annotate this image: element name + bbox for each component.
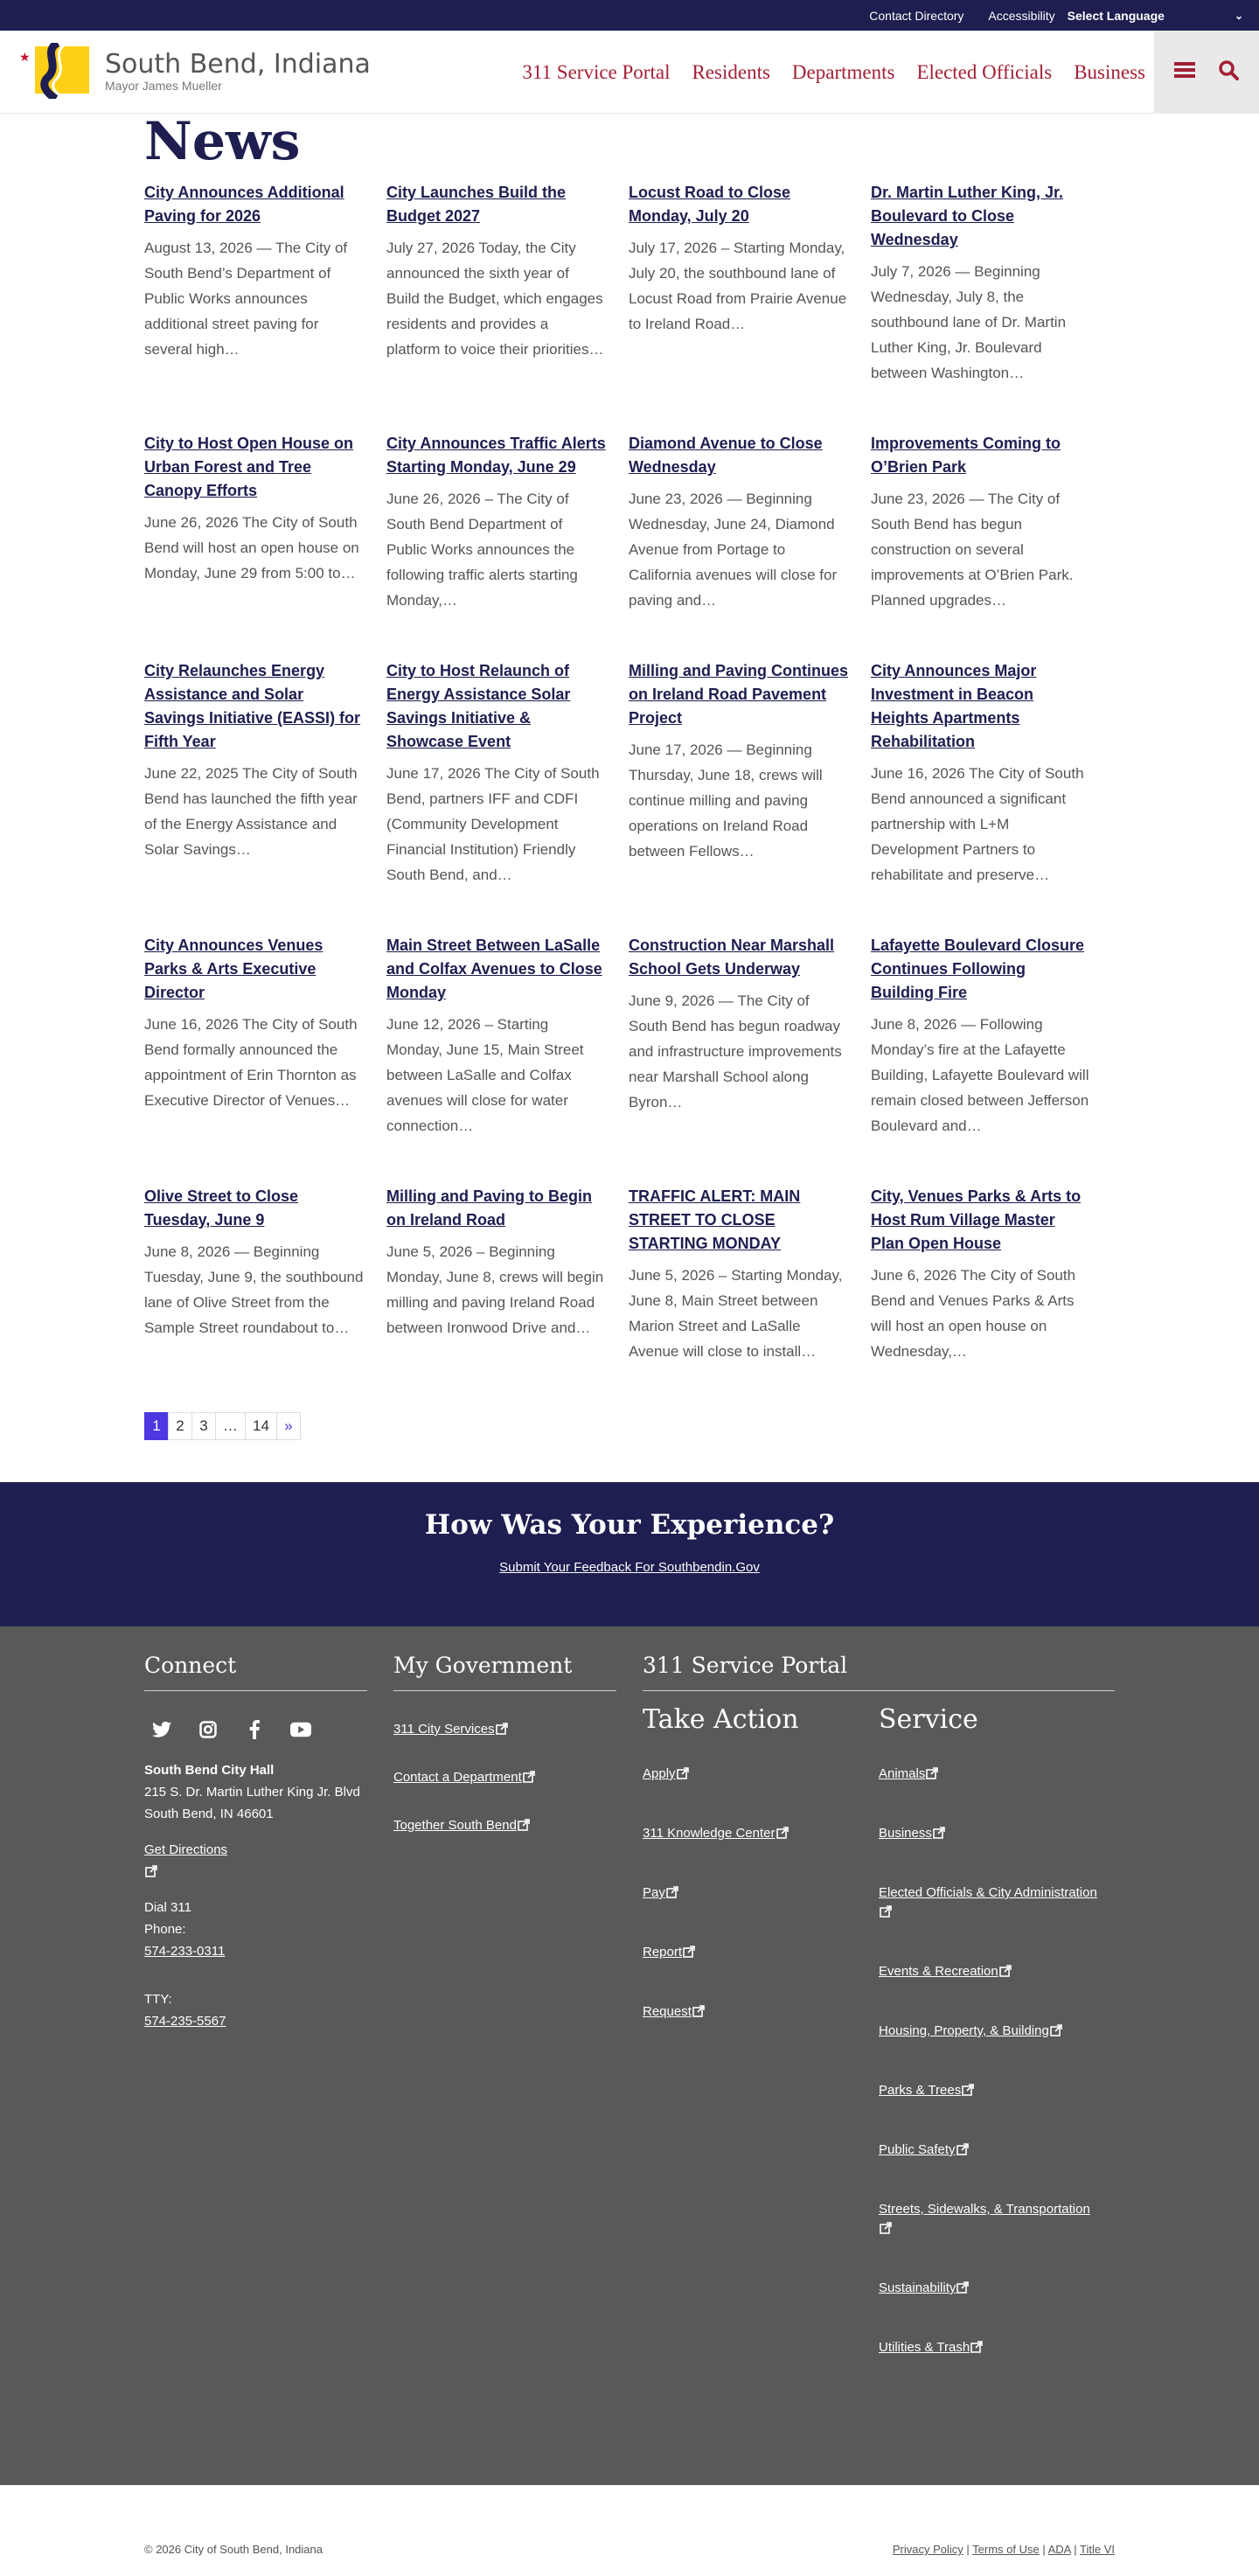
external-link-icon xyxy=(518,1819,530,1831)
service-label: Events & Recreation xyxy=(879,1964,998,1979)
news-card xyxy=(386,934,629,1138)
external-link-icon xyxy=(956,2281,969,2294)
news-excerpt: June 12, 2026 – Starting Monday, June 15, Main Street between LaSalle and Colfax avenues will close for water connection… xyxy=(386,1016,584,1134)
news-title-link[interactable]: Olive Street to Close Tuesday, June 9 xyxy=(144,1187,299,1229)
news-title-link[interactable]: City Announces Venues Parks & Arts Executive Director xyxy=(144,936,323,1001)
title-vi-link[interactable]: Title VI xyxy=(1080,2543,1115,2556)
gov-label: Contact a Department xyxy=(393,1770,522,1785)
footer-311-portal xyxy=(643,1653,1115,2398)
service-link[interactable] xyxy=(879,2022,1115,2041)
service-link[interactable] xyxy=(879,2338,1115,2357)
dial-311: Dial 311 xyxy=(144,1900,191,1915)
privacy-policy-link[interactable]: Privacy Policy xyxy=(892,2543,963,2556)
external-link-icon xyxy=(1050,2024,1062,2036)
take-action-label: Request xyxy=(643,2004,692,2019)
service-link[interactable] xyxy=(879,2081,1115,2100)
news-card xyxy=(386,432,629,613)
news-title-link[interactable]: City Announces Traffic Alerts Starting Monday, June 29 xyxy=(386,435,606,476)
external-link-icon xyxy=(933,1827,945,1839)
news-title-link[interactable]: City to Host Relaunch of Energy Assistance Solar Savings Initiative & Showcase Event xyxy=(386,662,571,750)
news-card xyxy=(386,1185,629,1364)
news-card xyxy=(871,181,1113,386)
news-section xyxy=(144,111,1123,1440)
external-link-icon xyxy=(880,2222,892,2234)
news-title-link[interactable]: Diamond Avenue to Close Wednesday xyxy=(629,435,823,476)
page-2-button[interactable]: 2 xyxy=(168,1412,192,1440)
take-action-label: Apply xyxy=(643,1766,676,1781)
nav-departments[interactable]: Departments xyxy=(791,60,895,83)
news-card xyxy=(871,934,1113,1138)
external-link-icon xyxy=(962,2084,974,2096)
news-card xyxy=(144,1185,386,1364)
service-heading: Service xyxy=(879,1704,978,1735)
youtube-icon[interactable] xyxy=(290,1719,311,1740)
news-title-link[interactable]: Lafayette Boulevard Closure Continues Following Building Fire xyxy=(871,936,1085,1001)
site-name: South Bend, Indiana xyxy=(105,49,371,80)
gov-link[interactable] xyxy=(393,1770,616,1785)
service-link[interactable] xyxy=(879,1824,1115,1843)
news-excerpt: June 6, 2026 The City of South Bend and Venues Parks & Arts will host an open house on Wednesday,… xyxy=(871,1267,1076,1360)
phone-label: Phone: xyxy=(144,1922,186,1937)
take-action-link[interactable] xyxy=(643,1943,879,1962)
news-title-link[interactable]: Construction Near Marshall School Gets Underway xyxy=(629,936,835,978)
news-card xyxy=(144,181,386,386)
news-card xyxy=(144,432,386,613)
external-link-icon xyxy=(776,1827,789,1839)
take-action-list xyxy=(643,1691,879,2398)
take-action-label: Pay xyxy=(643,1885,665,1900)
nav-residents[interactable]: Residents xyxy=(692,60,770,83)
news-title-link[interactable]: City to Host Open House on Urban Forest and Tree Canopy Efforts xyxy=(144,435,354,499)
news-excerpt: June 5, 2026 – Starting Monday, June 8, Main Street between Marion Street and LaSalle Avenue will close to install… xyxy=(629,1267,843,1360)
external-link-icon xyxy=(677,1767,689,1779)
feedback-heading: How Was Your Experience? xyxy=(424,1509,835,1541)
take-action-heading: Take Action xyxy=(643,1704,799,1735)
page-ellipsis: … xyxy=(215,1412,246,1440)
service-link[interactable] xyxy=(879,2141,1115,2160)
external-link-icon xyxy=(145,1865,157,1877)
service-label: Parks & Trees xyxy=(879,2083,962,2098)
main-nav xyxy=(500,31,1145,114)
news-excerpt: June 16, 2026 The City of South Bend formally announced the appointment of Erin Thornton as Executive Director of Venues… xyxy=(144,1016,358,1109)
news-excerpt: June 23, 2026 — The City of South Bend has begun construction on several improvements at O’Brien Park. Planned upgrades… xyxy=(871,491,1074,609)
external-link-icon xyxy=(880,1905,892,1918)
news-card xyxy=(629,659,871,888)
ada-link[interactable]: ADA xyxy=(1047,2543,1071,2556)
news-excerpt: June 26, 2026 – The City of South Bend Department of Public Works announces the following traffic alerts starting Monday,… xyxy=(386,491,578,609)
news-excerpt: August 13, 2026 — The City of South Bend’s Department of Public Works announces additional street paving for several high… xyxy=(144,240,348,358)
accessibility-link[interactable]: Accessibility xyxy=(988,8,1055,23)
twitter-icon[interactable] xyxy=(151,1719,172,1740)
service-label: Utilities & Trash xyxy=(879,2340,970,2355)
header-tools xyxy=(1154,31,1259,114)
news-title-link[interactable]: Milling and Paving to Begin on Ireland Road xyxy=(386,1187,593,1229)
news-excerpt: June 26, 2026 The City of South Bend will host an open house on Monday, June 29 from 5:00 to… xyxy=(144,514,359,581)
take-action-link[interactable] xyxy=(643,2002,879,2022)
service-link[interactable] xyxy=(879,1883,1115,1922)
tty-label: TTY: xyxy=(144,1992,172,2007)
external-link-icon xyxy=(666,1886,678,1898)
news-excerpt: June 16, 2026 The City of South Bend announced a significant partnership with L+M Development Partners to rehabilitate and preserve… xyxy=(871,765,1084,883)
news-card xyxy=(629,432,871,613)
page-1-button[interactable]: 1 xyxy=(144,1412,169,1440)
gov-link[interactable] xyxy=(393,1722,616,1737)
next-page-button[interactable]: » xyxy=(276,1412,301,1440)
service-label: Housing, Property, & Building xyxy=(879,2023,1049,2038)
news-card xyxy=(871,1185,1113,1364)
gov-label: 311 City Services xyxy=(393,1722,495,1737)
search-icon[interactable] xyxy=(1218,59,1239,85)
take-action-label: 311 Knowledge Center xyxy=(643,1826,776,1841)
news-grid xyxy=(144,181,1123,1410)
pagination xyxy=(144,1412,1123,1440)
news-title-link[interactable]: Locust Road to Close Monday, July 20 xyxy=(629,184,791,225)
footer-connect xyxy=(144,1653,367,2032)
news-card xyxy=(629,934,871,1138)
facebook-icon[interactable] xyxy=(244,1719,265,1740)
star-icon: ★ xyxy=(19,50,31,64)
take-action-link[interactable] xyxy=(643,1883,879,1903)
news-title-link[interactable]: City, Venues Parks & Arts to Host Rum Village Master Plan Open House xyxy=(871,1187,1082,1252)
take-action-link[interactable] xyxy=(643,1765,879,1784)
news-excerpt: June 8, 2026 — Beginning Tuesday, June 9, the southbound lane of Olive Street from the Sample Street roundabout to… xyxy=(144,1243,364,1336)
service-list xyxy=(879,1691,1115,2398)
get-directions-link[interactable] xyxy=(144,1842,227,1879)
address-line-1: 215 S. Dr. Martin Luther King Jr. Blvd xyxy=(144,1785,360,1800)
social-links xyxy=(151,1719,367,1740)
news-card xyxy=(144,934,386,1138)
news-excerpt: June 5, 2026 – Beginning Monday, June 8, crews will begin milling and paving Ireland Road between Ironwood Drive and… xyxy=(386,1243,604,1336)
language-select-label: Select Language xyxy=(1067,8,1165,23)
news-title-link[interactable]: Milling and Paving Continues on Ireland Road Pavement Project xyxy=(629,662,849,727)
news-excerpt: June 17, 2026 The City of South Bend, partners IFF and CDFI (Community Development Financial Institution) Friendly South Bend, and… xyxy=(386,765,600,883)
take-action-link[interactable] xyxy=(643,1824,879,1843)
get-directions-label: Get Directions xyxy=(144,1842,228,1857)
news-card xyxy=(386,181,629,386)
external-link-icon xyxy=(926,1767,938,1779)
external-link-icon xyxy=(523,1771,535,1783)
service-label: Business xyxy=(879,1826,932,1841)
news-title-link[interactable]: City Relaunches Energy Assistance and Solar Savings Initiative (EASSI) for Fifth Year xyxy=(144,662,361,750)
gov-link[interactable] xyxy=(393,1818,616,1833)
page-14-button[interactable]: 14 xyxy=(245,1412,277,1440)
news-title-link[interactable]: TRAFFIC ALERT: MAIN STREET TO CLOSE STARTING MONDAY xyxy=(629,1187,801,1252)
news-excerpt: June 22, 2025 The City of South Bend has launched the fifth year of the Energy Assistance and Solar Savings… xyxy=(144,765,358,858)
news-title-link[interactable]: Dr. Martin Luther King, Jr. Boulevard to Close Wednesday xyxy=(871,184,1064,248)
address-line-2: South Bend, IN 46601 xyxy=(144,1807,274,1821)
news-card xyxy=(629,1185,871,1364)
mayor-name: Mayor James Mueller xyxy=(105,78,222,93)
service-label: Sustainability xyxy=(879,2280,956,2295)
news-card xyxy=(629,181,871,386)
external-link-icon xyxy=(496,1723,508,1735)
news-title-link[interactable]: City Launches Build the Budget 2027 xyxy=(386,184,567,225)
news-card xyxy=(871,432,1113,613)
terms-of-use-link[interactable]: Terms of Use xyxy=(972,2543,1040,2556)
my-government-heading: My Government xyxy=(393,1653,616,1691)
feedback-link[interactable]: Submit Your Feedback For Southbendin.Gov xyxy=(499,1560,760,1575)
external-link-icon xyxy=(956,2143,969,2155)
feedback-banner xyxy=(0,1482,1259,1626)
menu-icon[interactable] xyxy=(1174,60,1195,84)
page-title: News xyxy=(144,111,301,172)
chevron-down-icon: ⌄ xyxy=(1234,9,1243,22)
news-excerpt: July 27, 2026 Today, the City announced the sixth year of Build the Budget, which engages residents and provides a platform to voice their priorities… xyxy=(386,240,604,358)
city-logo-icon xyxy=(19,45,93,95)
service-label: Elected Officials & City Administration xyxy=(879,1885,1097,1900)
footer-my-government xyxy=(393,1653,616,1833)
connect-heading: Connect xyxy=(144,1653,367,1691)
external-link-icon xyxy=(970,2341,983,2353)
news-excerpt: June 8, 2026 — Following Monday’s fire at the Lafayette Building, Lafayette Boulevard will remain closed between Jefferson Boulevard and… xyxy=(871,1016,1089,1134)
take-action-label: Report xyxy=(643,1945,683,1960)
news-excerpt: June 23, 2026 — Beginning Wednesday, June 24, Diamond Avenue from Portage to California avenues will close for paving and… xyxy=(629,491,838,609)
site-logo[interactable] xyxy=(19,48,371,95)
contact-directory-link[interactable]: Contact Directory xyxy=(869,8,964,23)
instagram-icon[interactable] xyxy=(198,1719,219,1740)
service-link[interactable] xyxy=(879,1962,1115,1981)
news-title-link[interactable]: Improvements Coming to O’Brien Park xyxy=(871,435,1061,476)
gov-links xyxy=(393,1722,616,1833)
news-excerpt: July 17, 2026 – Starting Monday, July 20, the southbound lane of Locust Road from Prairie Avenue to Ireland Road… xyxy=(629,240,847,332)
external-link-icon xyxy=(999,1965,1012,1977)
news-title-link[interactable]: City Announces Additional Paving for 2026 xyxy=(144,184,344,225)
news-card xyxy=(386,659,629,888)
site-header xyxy=(0,31,1259,114)
gov-label: Together South Bend xyxy=(393,1818,517,1833)
news-excerpt: June 17, 2026 — Beginning Thursday, June 18, crews will continue milling and paving operations on Ireland Road between Fellows… xyxy=(629,741,823,860)
copyright: © 2026 City of South Bend, Indiana xyxy=(144,2543,323,2556)
news-excerpt: June 9, 2026 — The City of South Bend has begun roadway and infrastructure improvements near Marshall School along Byron… xyxy=(629,992,842,1110)
service-label: Streets, Sidewalks, & Transportation xyxy=(879,2202,1090,2217)
nav-business[interactable]: Business xyxy=(1074,60,1145,83)
utility-bar xyxy=(0,0,1259,31)
news-card xyxy=(871,659,1113,888)
nav-elected-officials[interactable]: Elected Officials xyxy=(916,60,1053,83)
phone-link[interactable]: 574-233-0311 xyxy=(144,1944,226,1959)
nav-311-service-portal[interactable]: 311 Service Portal xyxy=(522,60,671,83)
news-title-link[interactable]: Main Street Between LaSalle and Colfax Avenues to Close Monday xyxy=(386,936,602,1001)
service-link[interactable] xyxy=(879,2200,1115,2238)
external-link-icon xyxy=(692,2005,705,2017)
news-excerpt: July 7, 2026 — Beginning Wednesday, July 8, the southbound lane of Dr. Martin Luther King, Jr. Boulevard between Washington… xyxy=(871,263,1067,381)
service-label: Animals xyxy=(879,1766,926,1781)
service-link[interactable] xyxy=(879,2279,1115,2298)
service-link[interactable] xyxy=(879,1765,1115,1784)
city-hall-address xyxy=(144,1759,367,2032)
tty-link[interactable]: 574-235-5567 xyxy=(144,2014,226,2029)
page-3-button[interactable]: 3 xyxy=(191,1412,216,1440)
service-label: Public Safety xyxy=(879,2142,956,2157)
bottom-bar xyxy=(0,2524,1259,2576)
portal-heading: 311 Service Portal xyxy=(643,1653,1115,1691)
site-footer xyxy=(0,1626,1259,2485)
language-select[interactable] xyxy=(1068,9,1243,23)
news-title-link[interactable]: City Announces Major Investment in Beacon Heights Apartments Rehabilitation xyxy=(871,662,1037,750)
legal-links: Privacy Policy | Terms of Use | ADA | Title VI xyxy=(892,2543,1115,2556)
news-card xyxy=(144,659,386,888)
city-hall-name: South Bend City Hall xyxy=(144,1763,275,1778)
external-link-icon xyxy=(683,1946,695,1958)
